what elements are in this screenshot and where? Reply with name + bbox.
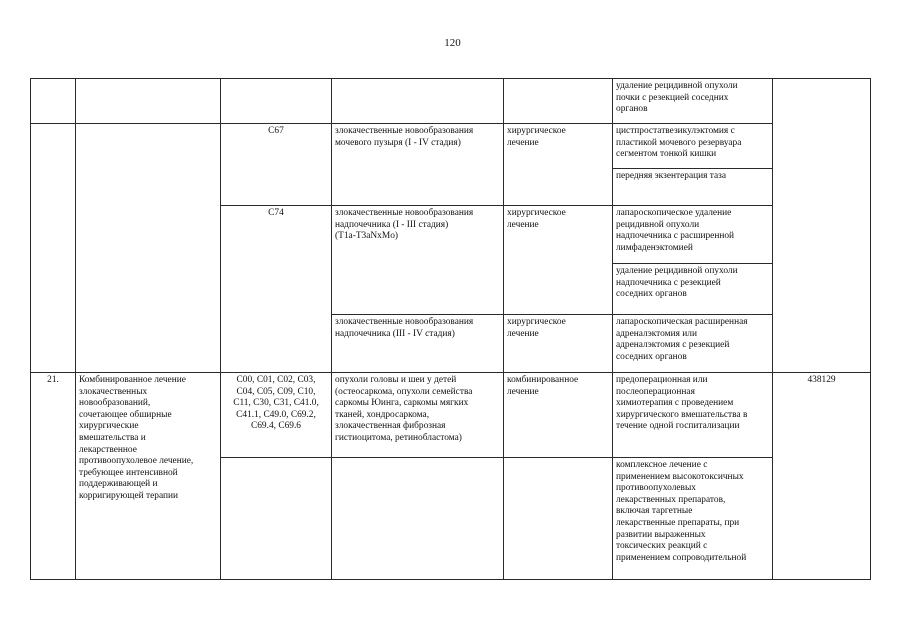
treatment-method-cell: цистпростатвезикулэктомия с пластикой мочевого резервуара сегментом тонкой кишки bbox=[613, 124, 773, 169]
therapy-type-cell: хирургическое лечение bbox=[504, 315, 613, 373]
icd-code-cell bbox=[221, 458, 332, 580]
diagnosis-cell bbox=[332, 458, 504, 580]
number-cell bbox=[31, 124, 76, 373]
diagnosis-cell: злокачественные новообразования надпочечника (I - III стадия) (T1a-T3aNxMo) bbox=[332, 206, 504, 315]
treatment-method-cell: лапароскопическая расширенная адреналэктомия или адреналэктомия с резекцией соседних органов bbox=[613, 315, 773, 373]
therapy-type-cell: комбинированное лечение bbox=[504, 373, 613, 458]
therapy-type-cell bbox=[504, 458, 613, 580]
table-row bbox=[31, 79, 871, 124]
diagnosis-cell bbox=[332, 79, 504, 124]
name-cell bbox=[76, 79, 221, 124]
treatment-method-cell: комплексное лечение с применением высокотоксичных противоопухолевых лекарственных препаратов, включая таргетные лекарственные препараты, при развитии выраженных токсических реакций с применением сопроводительной bbox=[613, 458, 773, 580]
item-number-cell: 21. bbox=[31, 373, 76, 580]
code-cell bbox=[221, 79, 332, 124]
diagnosis-cell: опухоли головы и шеи у детей (остеосаркома, опухоли семейства саркомы Юинга, саркомы мягких тканей, хондросаркома, злокачественная фиброзная гистиоцитома, ретинобластома) bbox=[332, 373, 504, 458]
treatment-method-cell: лапароскопическое удаление рецидивной опухоли надпочечника с расширенной лимфаденэктомией bbox=[613, 206, 773, 264]
therapy-type-cell: хирургическое лечение bbox=[504, 206, 613, 315]
number-cell bbox=[31, 79, 76, 124]
diagnosis-cell: злокачественные новообразования надпочечника (III - IV стадия) bbox=[332, 315, 504, 373]
funding-amount-cell: 438129 bbox=[773, 373, 871, 580]
page-number: 120 bbox=[444, 37, 461, 49]
treatment-method-cell: предоперационная или послеоперационная химиотерапия с проведением хирургического вмешательства в течение одной госпитализации bbox=[613, 373, 773, 458]
table-row bbox=[31, 373, 871, 458]
amount-cell bbox=[773, 79, 871, 373]
name-cell bbox=[76, 124, 221, 373]
icd-code-cell: С00, С01, С02, С03, С04, С05, С09, С10, С11, С30, С31, С41.0, С41.1, С49.0, С69.2, С69.4, С69.6 bbox=[221, 373, 332, 458]
icd-code-cell: С74 bbox=[221, 206, 332, 373]
treatment-method-cell: удаление рецидивной опухоли почки с резекцией соседних органов bbox=[613, 79, 773, 124]
treatment-method-cell: удаление рецидивной опухоли надпочечника с резекцией соседних органов bbox=[613, 264, 773, 315]
table-row bbox=[31, 124, 871, 169]
therapy-type-cell: хирургическое лечение bbox=[504, 124, 613, 206]
medical-care-table bbox=[30, 78, 871, 580]
icd-code-cell: С67 bbox=[221, 124, 332, 206]
diagnosis-cell: злокачественные новообразования мочевого пузыря (I - IV стадия) bbox=[332, 124, 504, 206]
therapy-type-cell bbox=[504, 79, 613, 124]
name-cell: Комбинированное лечение злокачественных новообразований, сочетающее обширные хирургические вмешательства и лекарственное противоопухолевое лечение, требующее интенсивной поддерживающей и корригирующей терапии bbox=[76, 373, 221, 580]
treatment-method-cell: передняя экзентерация таза bbox=[613, 169, 773, 206]
